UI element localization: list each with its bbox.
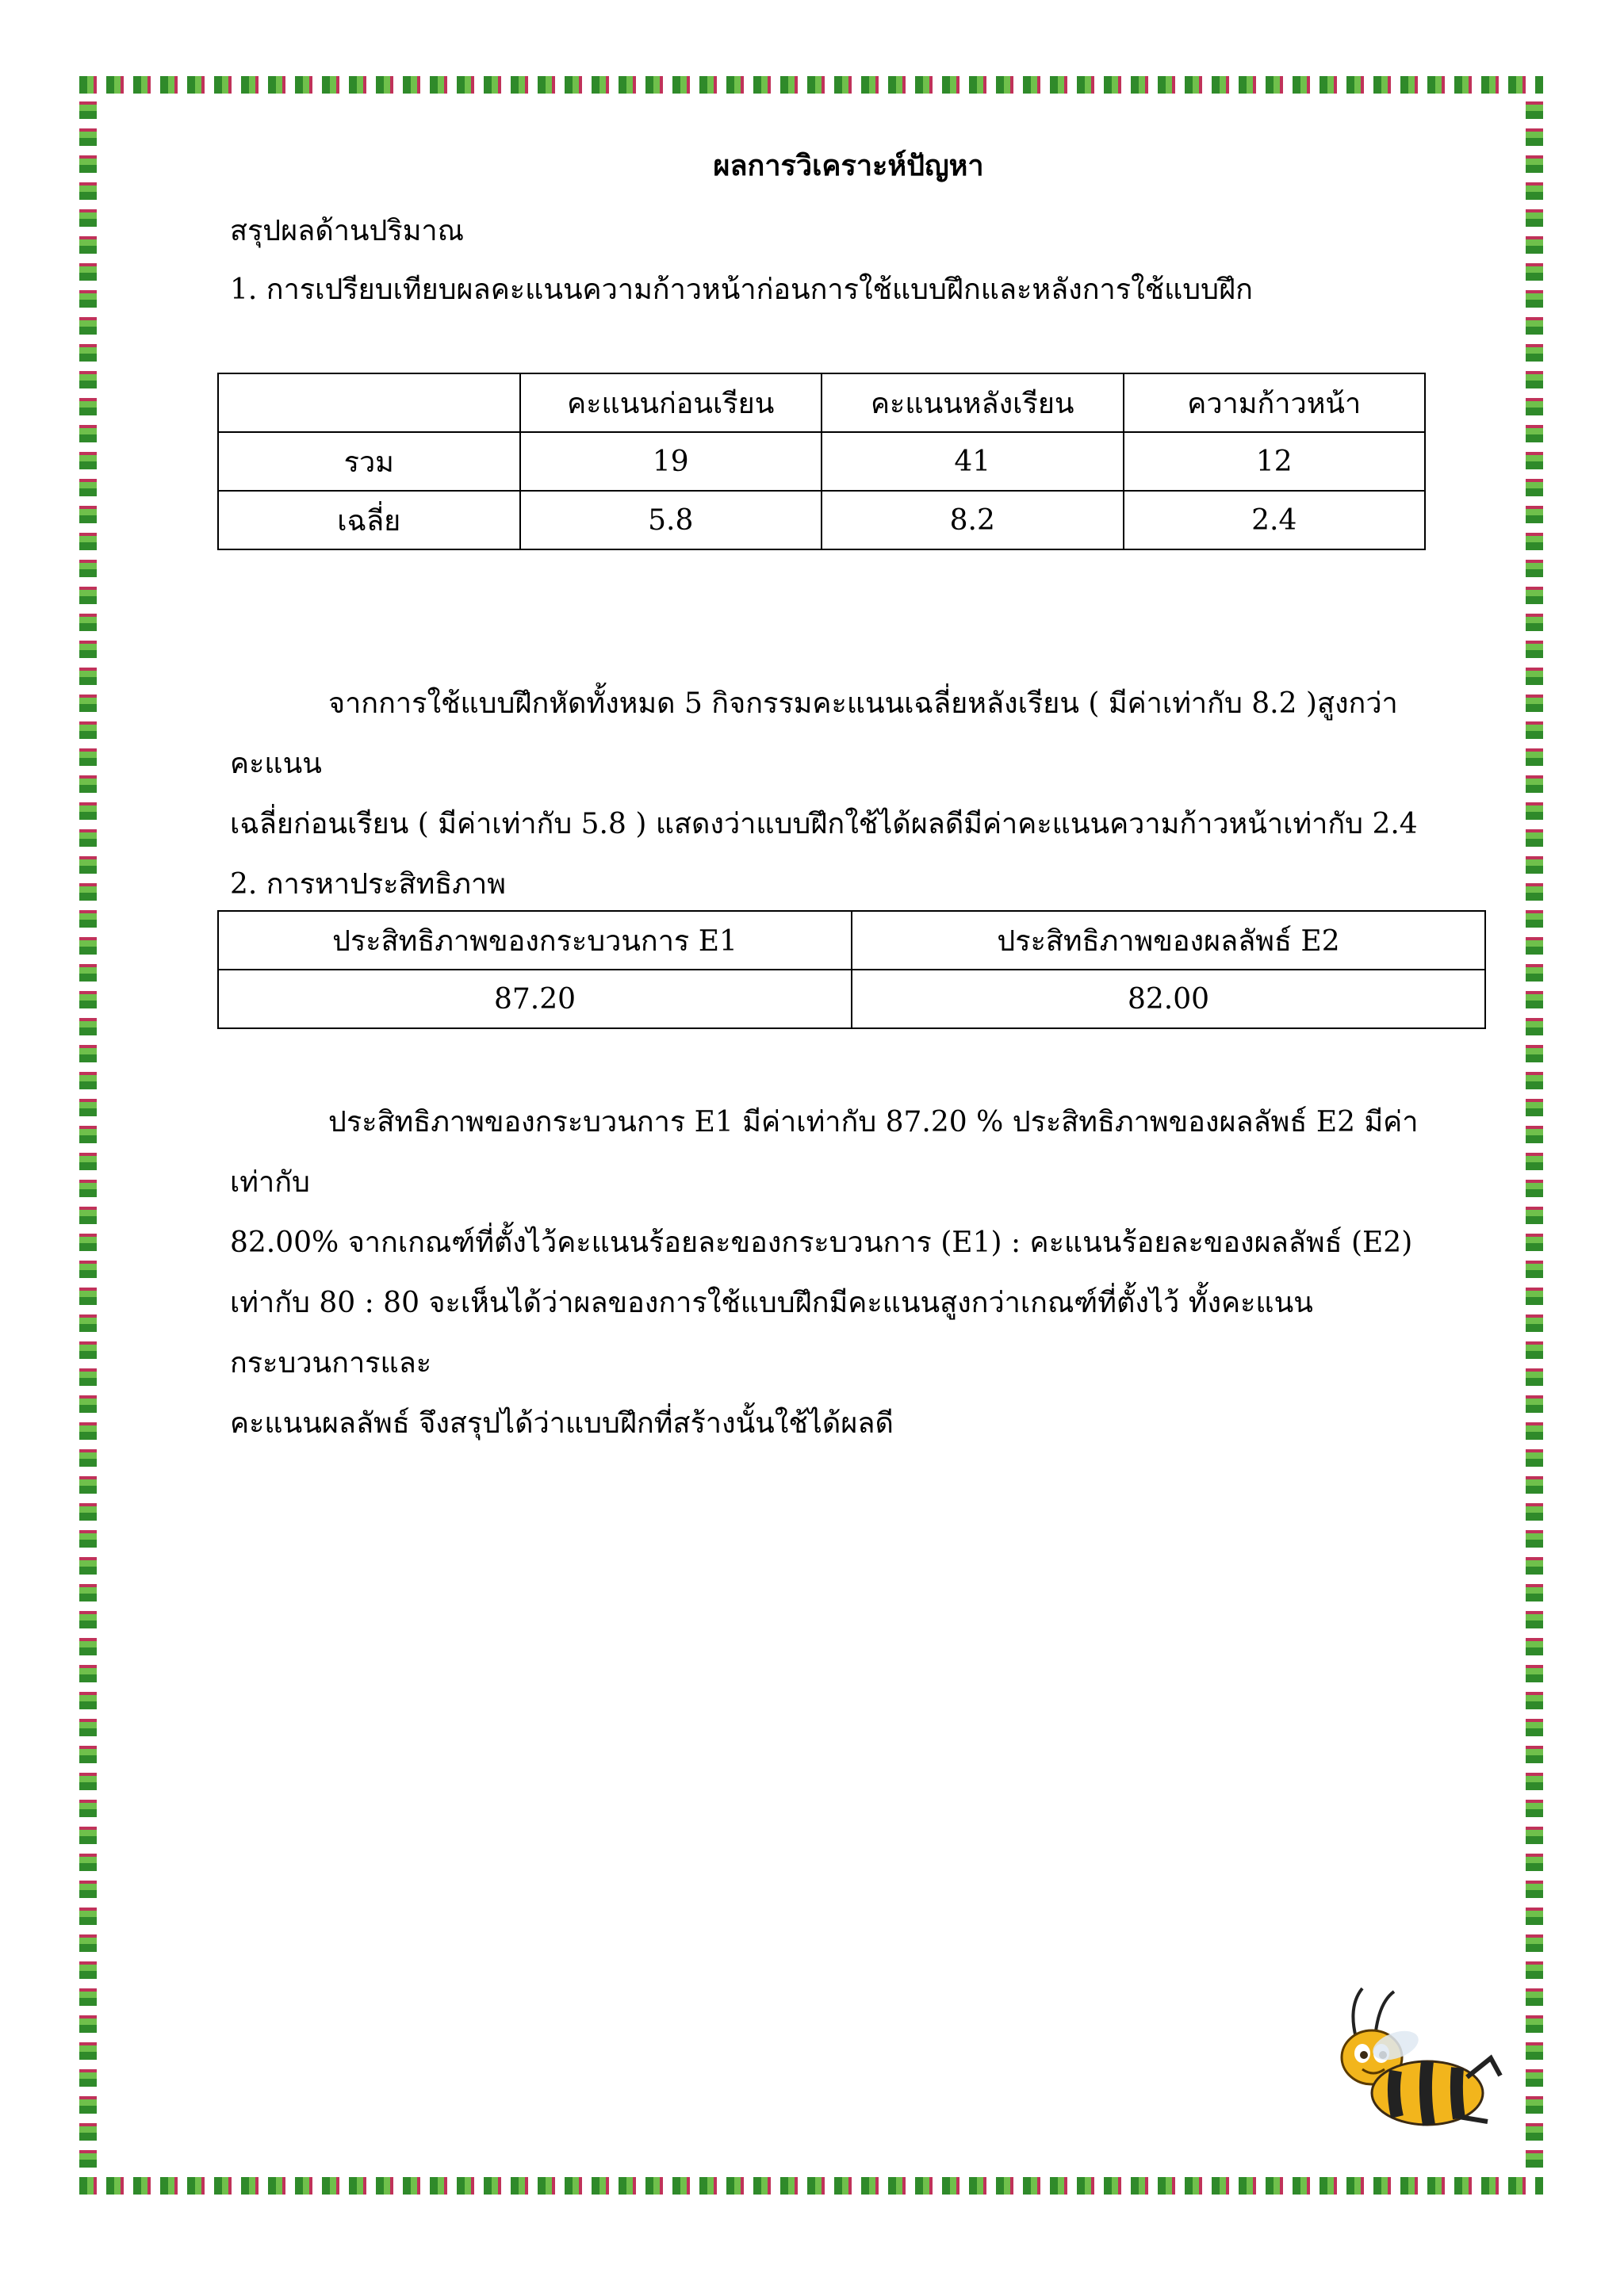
table-header-cell (218, 373, 520, 432)
table-cell: เฉลี่ย (218, 491, 520, 549)
table-cell: 5.8 (520, 491, 822, 549)
table-header-cell: ประสิทธิภาพของผลลัพธ์ E2 (852, 911, 1485, 970)
bee-illustration (1300, 1982, 1507, 2141)
paragraph-2 (230, 1093, 1451, 1454)
table-cell: 2.4 (1124, 491, 1426, 549)
table-header-cell: คะแนนหลังเรียน (822, 373, 1124, 432)
table-header-row (218, 911, 1485, 970)
table-cell: 87.20 (218, 970, 852, 1028)
table-cell: 41 (822, 432, 1124, 491)
table-row (218, 432, 1425, 491)
item1-heading: 1. การเปรียบเทียบผลคะแนนความก้าวหน้าก่อนการใช้แบบฝึกและหลังการใช้แบบฝึก (230, 274, 1253, 306)
section-heading: สรุปผลด้านปริมาณ (230, 215, 465, 247)
table-cell: 19 (520, 432, 822, 491)
table-cell: รวม (218, 432, 520, 491)
table-row (218, 491, 1425, 549)
table-header-cell: คะแนนก่อนเรียน (520, 373, 822, 432)
table-cell: 8.2 (822, 491, 1124, 549)
table-cell: 82.00 (852, 970, 1485, 1028)
paragraph-line: เฉลี่ยก่อนเรียน ( มีค่าเท่ากับ 5.8 ) แสดงว่าแบบฝึกใช้ได้ผลดีมีค่าคะแนนความก้าวหน้าเท่ากับ 2.4 (230, 808, 1418, 840)
table-row (218, 970, 1485, 1028)
table-header-cell: ประสิทธิภาพของกระบวนการ E1 (218, 911, 852, 970)
document-header (230, 143, 1443, 320)
table-header-cell: ความก้าวหน้า (1124, 373, 1426, 432)
paragraph-line: เท่ากับ 80 : 80 จะเห็นได้ว่าผลของการใช้แบบฝึกมีคะแนนสูงกว่าเกณฑ์ที่ตั้งไว้ ทั้งคะแนนกระบวนการและ (230, 1287, 1313, 1380)
paragraph-line: คะแนนผลลัพธ์ จึงสรุปได้ว่าแบบฝึกที่สร้างนั้นใช้ได้ผลดี (230, 1407, 894, 1440)
page-title: ผลการวิเคราะห์ปัญหา (713, 149, 984, 182)
table-header-row (218, 373, 1425, 432)
paragraph-line: ประสิทธิภาพของกระบวนการ E1 มีค่าเท่ากับ 87.20 % ประสิทธิภาพของผลลัพธ์ E2 มีค่าเท่ากับ (230, 1106, 1419, 1199)
item2-heading: 2. การหาประสิทธิภาพ (230, 868, 506, 901)
paragraph-line: จากการใช้แบบฝึกหัดทั้งหมด 5 กิจกรรมคะแนนเฉลี่ยหลังเรียน ( มีค่าเท่ากับ 8.2 )สูงกว่าคะแนน (230, 687, 1398, 780)
paragraph-line: 82.00% จากเกณฑ์ที่ตั้งไว้คะแนนร้อยละของกระบวนการ (E1) : คะแนนร้อยละของผลลัพธ์ (E2) (230, 1226, 1413, 1259)
efficiency-table (217, 910, 1486, 1029)
paragraph-1 (230, 674, 1451, 915)
table-cell: 12 (1124, 432, 1426, 491)
score-comparison-table (217, 373, 1426, 550)
